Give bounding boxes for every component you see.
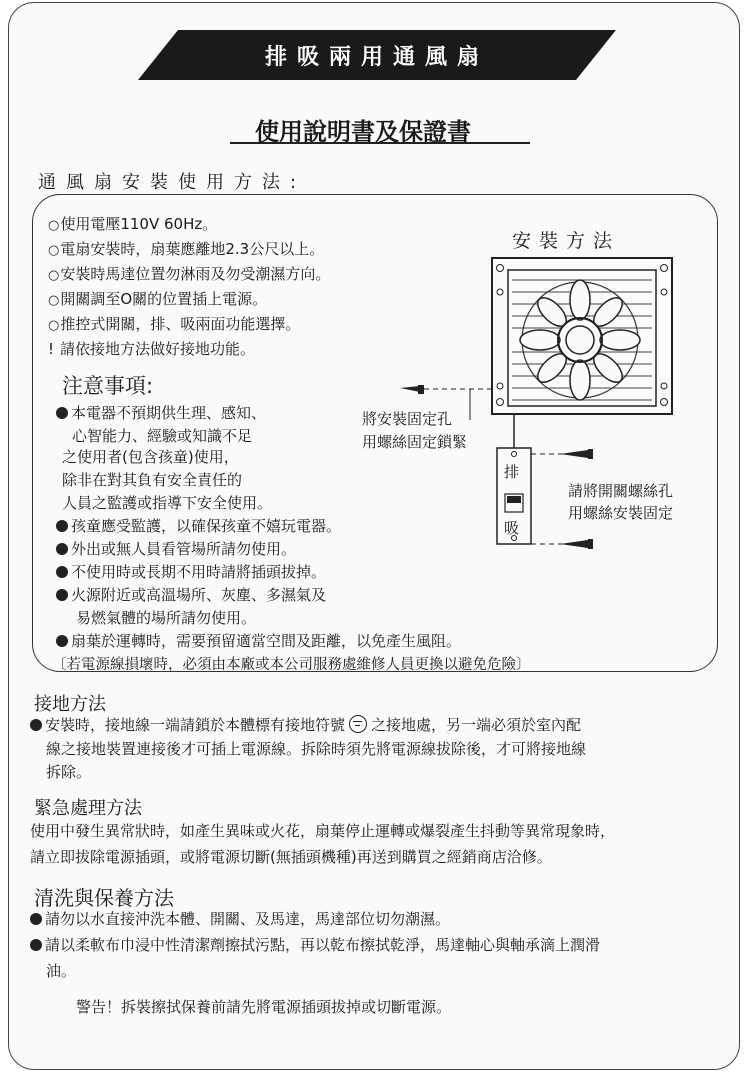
emergency-line-2: 請立即拔除電源插頭，或將電源切斷(無插頭機種)再送到購買之經銷商店洽修。 bbox=[30, 848, 552, 866]
bullet-icon bbox=[30, 719, 42, 731]
banner-title: 排吸兩用通風扇 bbox=[264, 44, 489, 70]
caution-item-1-line-2: 心智能力、經驗或知識不足 bbox=[72, 427, 253, 445]
switch-intake-label: 吸 bbox=[504, 519, 520, 537]
cleaning-item-1: 請勿以水直接沖洗本體、開關、及馬達，馬達部位切勿潮濕。 bbox=[30, 908, 450, 929]
bullet-icon bbox=[30, 913, 42, 925]
caution-item-2: 孩童應受監護，以確保孩童不嬉玩電器。 bbox=[56, 515, 341, 536]
power-cord-note: 〔若電源線損壞時，必須由本廠或本公司服務處維修人員更換以避免危險〕 bbox=[52, 657, 531, 673]
warning-text: 警告！拆裝擦拭保養前請先將電源插頭拔掉或切斷電源。 bbox=[76, 998, 452, 1016]
caution-item-1-line-4: 除非在對其負有安全責任的 bbox=[62, 471, 243, 489]
grounding-line-1: 安裝時，接地線一端請鎖於本體標有接地符號 之接地處，另一端必須於室內配 bbox=[30, 714, 581, 735]
install-item-1: ○使用電壓110V 60Hz。 bbox=[48, 215, 218, 233]
fix-hole-label-line-1: 將安裝固定孔 bbox=[362, 410, 453, 428]
install-heading: 通風扇安裝使用方法: bbox=[38, 172, 307, 193]
cleaning-item-2-line-2: 油。 bbox=[46, 962, 77, 980]
caution-item-3: 外出或無人員看管場所請勿使用。 bbox=[56, 538, 296, 559]
exclamation-mark: ! bbox=[48, 340, 55, 358]
switch-screw-label-line-2: 用螺絲安裝固定 bbox=[568, 504, 674, 522]
grounding-line-2: 線之接地裝置連接後才可插上電源線。拆除時須先將電源線拔除後，才可將接地線 bbox=[46, 740, 587, 758]
caution-title: 注意事項: bbox=[62, 374, 154, 398]
caution-item-5-line-2: 易燃氣體的場所請勿使用。 bbox=[76, 609, 257, 627]
install-item-4: ○開關調至O關的位置插上電源。 bbox=[48, 290, 268, 308]
document-subtitle: 使用說明書及保證書 bbox=[255, 118, 471, 146]
install-item-5: ○推控式開關，排、吸兩面功能選擇。 bbox=[48, 315, 301, 333]
install-item-6: ! 請依接地方法做好接地功能。 bbox=[48, 340, 256, 358]
fix-hole-label-line-2: 用螺絲固定鎖緊 bbox=[362, 433, 468, 451]
grounding-heading: 接地方法 bbox=[34, 694, 106, 715]
diagram-title: 安裝方法 bbox=[512, 230, 621, 252]
bullet-icon bbox=[30, 939, 42, 951]
install-item-3: ○安裝時馬達位置勿淋雨及勿受潮濕方向。 bbox=[48, 265, 331, 283]
caution-item-6: 扇葉於運轉時，需要預留適當空間及距離，以免產生風阻。 bbox=[56, 630, 461, 651]
caution-item-5-line-1: 火源附近或高溫場所、灰塵、多濕氣及 bbox=[56, 584, 326, 605]
caution-item-1-line-1: 本電器不預期供生理、感知、 bbox=[56, 402, 266, 423]
emergency-heading: 緊急處理方法 bbox=[34, 798, 142, 819]
install-item-2: ○電扇安裝時，扇葉應離地2.3公尺以上。 bbox=[48, 240, 325, 258]
switch-screw-label-line-1: 請將開關螺絲孔 bbox=[568, 482, 674, 500]
cleaning-item-2-line-1: 請以柔軟布巾浸中性清潔劑擦拭污點，再以乾布擦拭乾淨，馬達軸心與軸承滴上潤滑 bbox=[30, 934, 600, 955]
grounding-line-3: 拆除。 bbox=[46, 763, 92, 781]
emergency-line-1: 使用中發生異常狀時，如產生異味或火花，扇葉停止運轉或爆裂產生抖動等異常現象時， bbox=[30, 822, 616, 840]
ground-symbol-icon bbox=[349, 715, 367, 733]
caution-item-1-line-3: 之使用者(包含孩童)使用， bbox=[62, 448, 239, 466]
caution-item-1-line-5: 人員之監護或指導下安全使用。 bbox=[62, 494, 273, 512]
switch-exhaust-label: 排 bbox=[504, 463, 520, 481]
caution-item-4: 不使用時或長期不用時請將插頭拔掉。 bbox=[56, 561, 326, 582]
cleaning-heading: 清洗與保養方法 bbox=[34, 886, 174, 910]
